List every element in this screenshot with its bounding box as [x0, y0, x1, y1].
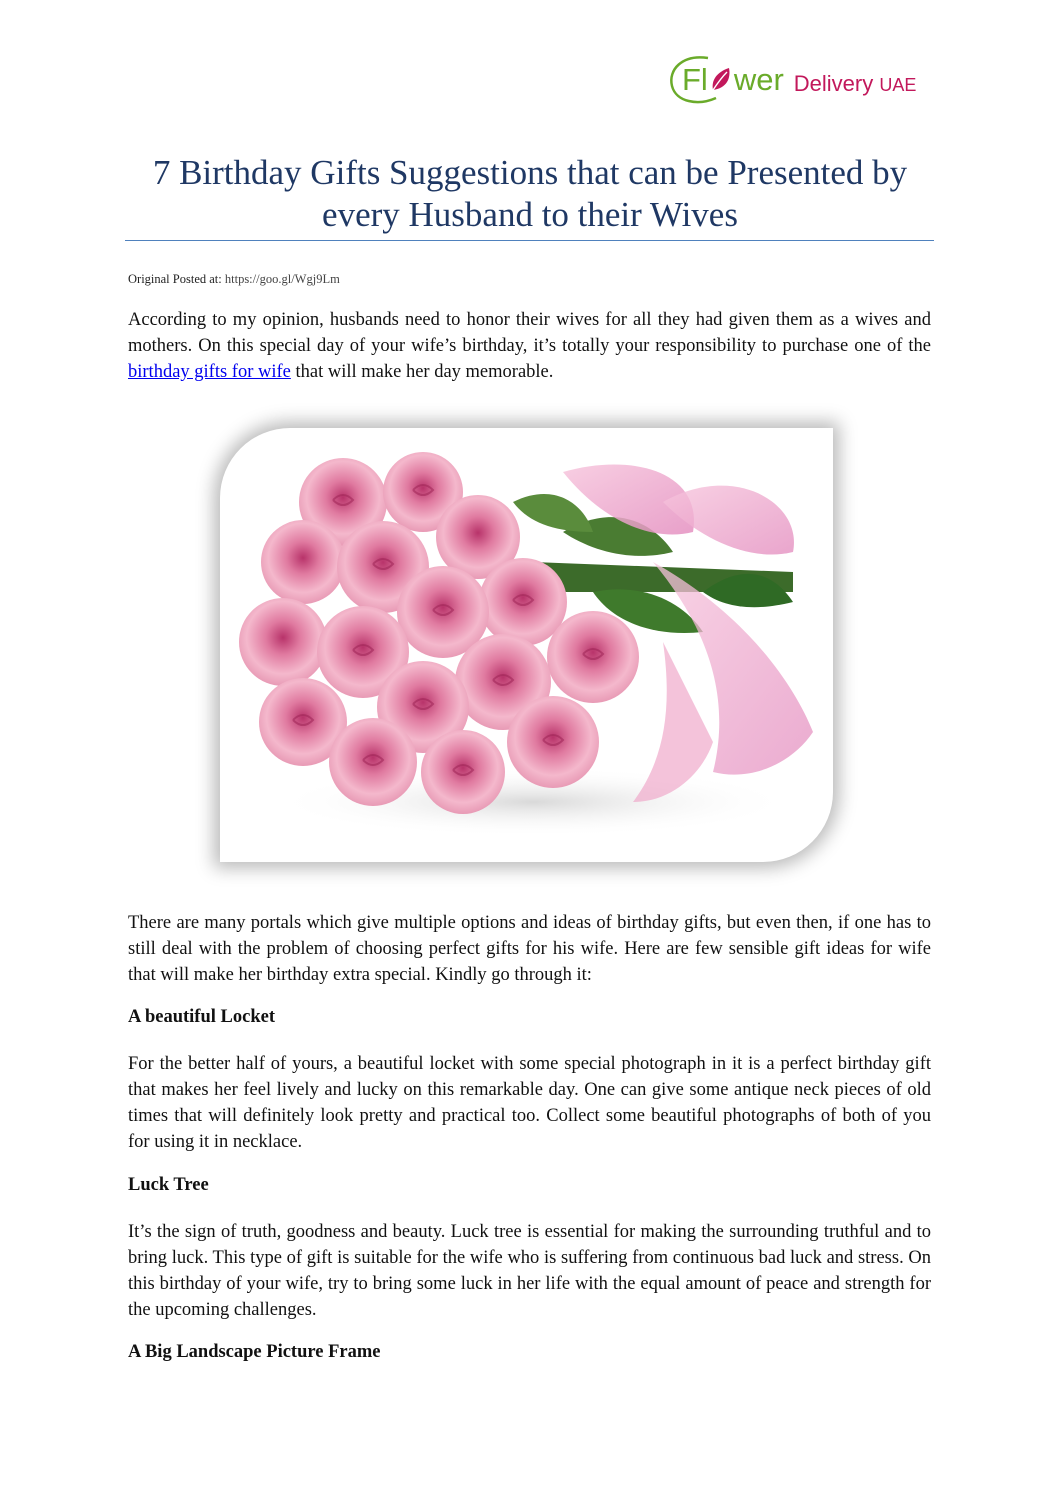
intro-text-start: According to my opinion, husbands need to honor their wives for all they had given them as a wives and mothers. On this special day of your wife’s birthday, it’s totally your responsibility to purchase one of the — [128, 310, 931, 356]
section-heading-picture-frame: A Big Landscape Picture Frame — [128, 1342, 381, 1362]
page-title: 7 Birthday Gifts Suggestions that can be Presented by every Husband to their Wives — [152, 153, 908, 234]
logo-sub-main: Delivery — [793, 71, 874, 96]
section-heading-luck-tree: Luck Tree — [128, 1175, 209, 1195]
logo-word-start: Fl — [682, 62, 708, 97]
logo-subtitle — [794, 71, 917, 97]
posted-url[interactable]: https://goo.gl/Wgj9Lm — [224, 272, 340, 286]
brand-logo — [668, 52, 938, 108]
intro-paragraph — [128, 307, 931, 385]
intro-text-end: that will make her day memorable. — [290, 362, 554, 382]
flower-petal-icon — [709, 66, 733, 94]
pink-roses-image — [233, 442, 820, 850]
roses-photo-frame — [220, 428, 833, 862]
posted-label: Original Posted at: — [128, 272, 222, 286]
logo-sub-region: UAE — [879, 75, 917, 95]
section-body-locket: For the better half of yours, a beautiful locket with some special photograph in it is a perfect birthday gift that makes her feel lively and lucky on this remarkable day. One can give some antique neck pieces of old times that will definitely look pretty and practical too. Collect some beautiful photographs of both of you for using it in necklace. — [128, 1054, 931, 1152]
birthday-gifts-link[interactable]: birthday gifts for wife — [128, 362, 291, 382]
original-posted — [128, 272, 340, 287]
section-heading-locket: A beautiful Locket — [128, 1007, 275, 1027]
section-body-luck-tree: It’s the sign of truth, goodness and beauty. Luck tree is essential for making the surrounding truthful and to bring luck. This type of gift is suitable for the wife who is suffering from continuous bad luck and stress. On this birthday of your wife, try to bring some luck in her life with the equal amount of peace and strength for the upcoming challenges. — [128, 1222, 931, 1320]
logo-word-end: wer — [733, 62, 784, 97]
roses-photo — [233, 442, 820, 850]
portals-paragraph: There are many portals which give multiple options and ideas of birthday gifts, but even then, if one has to still deal with the problem of choosing perfect gifts for his wife. Here are few sensible gift ideas for wife that will make her birthday extra special. Kindly go through it: — [128, 913, 931, 985]
title-divider — [125, 240, 934, 241]
